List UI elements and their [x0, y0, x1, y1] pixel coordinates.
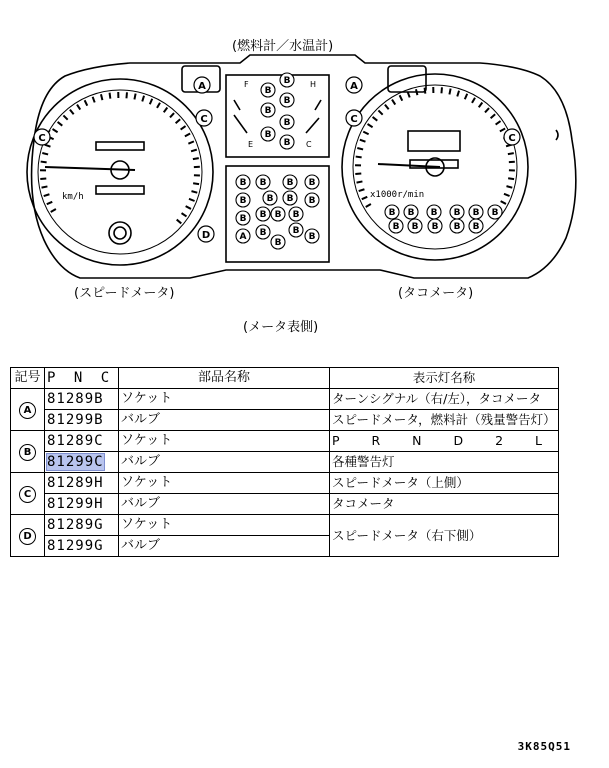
lamp-name-cell: タコメータ: [330, 494, 559, 515]
title-fuel-temp: (燃料計／水温計): [232, 39, 334, 54]
fuel-e-label: E: [248, 140, 254, 149]
bulb-marker-label: B: [264, 86, 272, 96]
temp-h-label: H: [310, 80, 317, 89]
speedo-tick: [170, 113, 174, 117]
header-part-name: 部品名称: [119, 368, 330, 389]
label-tachometer: (タコメータ): [398, 286, 474, 301]
speedo-tick: [164, 107, 168, 112]
lamp-name-cell: 各種警告灯: [330, 452, 559, 473]
tacho-tick: [504, 194, 510, 196]
bulb-marker-label: B: [407, 208, 415, 218]
part-name-cell: バルブ: [119, 536, 330, 557]
speedo-tick: [58, 122, 63, 126]
code-d: D: [19, 528, 36, 545]
meter-diagram: [0, 0, 609, 360]
speedo-tick: [42, 153, 48, 154]
code-cell-d: [11, 515, 45, 557]
callout-c-tacho: C: [508, 133, 516, 144]
speedo-tick: [189, 199, 195, 201]
speedo-tick: [42, 186, 48, 187]
speedo-tick: [93, 97, 95, 103]
tacho-tick: [366, 204, 371, 207]
tacho-tick: [357, 148, 363, 149]
header-code: 記号: [11, 368, 45, 389]
bulb-marker-label: B: [286, 178, 294, 188]
table-row: [11, 515, 559, 536]
speedo-tick: [150, 99, 152, 104]
table-row: [11, 452, 559, 473]
bulb-marker-label: B: [292, 210, 300, 220]
bulb-marker-label: A: [239, 232, 247, 242]
table-header-row: [11, 368, 559, 389]
speedo-tick: [186, 206, 191, 209]
bulb-marker-label: B: [472, 208, 480, 218]
tacho-tick: [472, 98, 475, 103]
speedo-tick: [177, 220, 182, 224]
bulb-marker-label: B: [453, 222, 461, 232]
part-name-cell: ソケット: [119, 473, 330, 494]
tacho-tick: [355, 173, 361, 174]
label-meter-front: (メータ表側): [243, 320, 319, 335]
speedo-tick: [181, 126, 186, 129]
code-cell-a: [11, 389, 45, 431]
bulb-marker-label: B: [283, 76, 291, 86]
bulb-marker-label: B: [392, 222, 400, 232]
speedo-tick: [44, 194, 50, 196]
speedo-tick: [191, 150, 197, 152]
speedo-tick: [53, 129, 58, 132]
speedo-tick: [134, 94, 135, 100]
label-speedometer: (スピードメータ): [74, 286, 175, 301]
tacho-tick: [506, 186, 512, 188]
lamp-name-cell: スピードメータ（右下側）: [330, 515, 559, 557]
table-row: [11, 431, 559, 452]
tacho-tick: [400, 95, 403, 100]
bulb-marker-label: B: [239, 214, 247, 224]
header-pnc: P N C: [45, 368, 119, 389]
callout-d: D: [201, 230, 211, 241]
bulb-marker-label: B: [259, 178, 267, 188]
tacho-tick: [479, 102, 483, 107]
speedo-tick: [193, 158, 199, 159]
tacho-tick: [491, 114, 496, 118]
lamp-name-cell: ターンシグナル（右/左），タコメータ: [330, 389, 559, 410]
speedo-tick: [77, 105, 80, 110]
bulb-marker-label: B: [239, 178, 247, 188]
speedo-tick: [101, 94, 102, 100]
callout-a-left: A: [198, 81, 206, 92]
callout-c-center-left: C: [200, 114, 208, 125]
tacho-tick: [485, 108, 489, 112]
lamp-name-cell: P R N D 2 L: [330, 431, 559, 452]
bulb-marker-label: B: [308, 178, 316, 188]
code-cell-b: [11, 431, 45, 473]
pnc-cell-highlighted[interactable]: [45, 452, 119, 473]
pnc-highlight[interactable]: 81299C: [47, 454, 104, 470]
bulb-marker-label: B: [274, 238, 282, 248]
tacho-tick: [425, 88, 426, 94]
speedo-tick: [85, 100, 88, 105]
speed-unit-label: km/h: [62, 192, 84, 202]
tacho-tick: [368, 124, 373, 127]
bulb-marker-label: B: [283, 118, 291, 128]
bulb-marker-label: B: [283, 96, 291, 106]
bulb-marker-label: B: [274, 210, 282, 220]
tacho-tick: [360, 140, 366, 142]
bulb-marker-label: B: [264, 106, 272, 116]
bulb-marker-label: B: [430, 208, 438, 218]
speedo-tick: [63, 115, 67, 119]
speedo-tick: [185, 134, 190, 137]
callout-c-center-right: C: [350, 114, 358, 125]
tacho-tick: [363, 132, 368, 135]
part-name-cell: バルブ: [119, 452, 330, 473]
code-cell-c: [11, 473, 45, 515]
pnc-cell[interactable]: 81289G: [45, 515, 119, 536]
tacho-tick: [496, 121, 501, 124]
tacho-tick: [457, 91, 459, 97]
tacho-tick: [362, 197, 367, 199]
speedo-tick: [110, 93, 111, 99]
speedo-tick: [188, 141, 194, 143]
speedo-tick: [41, 162, 47, 163]
speedo-tick: [126, 92, 127, 98]
lamp-name-cell: スピードメータ，燃料計（残量警告灯）: [330, 410, 559, 431]
tacho-tick: [501, 201, 506, 204]
pnc-cell[interactable]: 81299G: [45, 536, 119, 557]
speedo-tick: [40, 178, 46, 179]
speedo-tick: [51, 209, 56, 212]
speedo-tick: [191, 191, 197, 193]
code-a: A: [19, 402, 36, 419]
bulb-marker-label: B: [308, 196, 316, 206]
callout-a-right: A: [350, 81, 358, 92]
part-name-cell: バルブ: [119, 494, 330, 515]
tacho-tick: [385, 105, 389, 110]
bulb-marker-label: B: [292, 226, 300, 236]
bulb-marker-label: B: [453, 208, 461, 218]
tacho-unit-label: x1000r/min: [370, 190, 425, 200]
pnc-cell[interactable]: 81299H: [45, 494, 119, 515]
code-c: C: [19, 486, 36, 503]
bulb-marker-label: B: [264, 130, 272, 140]
tacho-tick: [508, 153, 514, 154]
bulb-marker-label: B: [472, 222, 480, 232]
speedo-tick: [193, 183, 199, 184]
tacho-tick: [465, 94, 467, 99]
pnc-cell[interactable]: 81289C: [45, 431, 119, 452]
tacho-tick: [356, 157, 362, 158]
bulb-marker-label: B: [239, 196, 247, 206]
tacho-tick: [441, 87, 442, 93]
bulb-marker-label: B: [411, 222, 419, 232]
speedo-tick: [176, 119, 181, 123]
tacho-tick: [392, 100, 395, 105]
callout-c-speedo: C: [38, 133, 46, 144]
bulb-marker-label: B: [388, 208, 396, 218]
speedo-tick: [182, 213, 187, 216]
bulb-marker-label: B: [491, 208, 499, 218]
tacho-tick: [378, 110, 382, 114]
tacho-tick: [500, 129, 505, 132]
bulb-marker-label: B: [259, 228, 267, 238]
bulb-marker-label: B: [283, 138, 291, 148]
lamp-name-cell: スピードメータ（上側）: [330, 473, 559, 494]
speedo-tick: [142, 96, 144, 102]
table-row: [11, 410, 559, 431]
part-name-cell: ソケット: [119, 431, 330, 452]
table-row: [11, 473, 559, 494]
speedo-tick: [47, 202, 52, 204]
speedo-tick: [70, 110, 74, 115]
tacho-tick: [359, 189, 365, 191]
part-name-cell: ソケット: [119, 515, 330, 536]
pnc-cell[interactable]: 81299B: [45, 410, 119, 431]
temp-c-label: C: [306, 140, 312, 149]
tacho-tick: [508, 178, 514, 179]
table-row: [11, 389, 559, 410]
bulb-marker-label: B: [286, 194, 294, 204]
bulb-marker-label: B: [431, 222, 439, 232]
parts-table: [10, 367, 559, 557]
header-lamp-name: 表示灯名称: [330, 368, 559, 389]
table-row: [11, 494, 559, 515]
pnc-cell[interactable]: 81289B: [45, 389, 119, 410]
tacho-tick: [373, 117, 378, 121]
bulb-marker-label: B: [266, 194, 274, 204]
part-name-cell: ソケット: [119, 389, 330, 410]
part-name-cell: バルブ: [119, 410, 330, 431]
speedo-tick: [157, 103, 160, 108]
bulb-marker-label: B: [259, 210, 267, 220]
code-b: B: [19, 444, 36, 461]
fuel-f-label: F: [244, 80, 249, 89]
pnc-cell[interactable]: 81289H: [45, 473, 119, 494]
bulb-marker-label: B: [308, 232, 316, 242]
document-code: 3K85Q51: [517, 740, 571, 753]
tacho-tick: [357, 181, 363, 182]
tacho-tick: [449, 89, 450, 95]
tacho-tick: [416, 89, 417, 95]
speedo-tick: [45, 145, 51, 147]
